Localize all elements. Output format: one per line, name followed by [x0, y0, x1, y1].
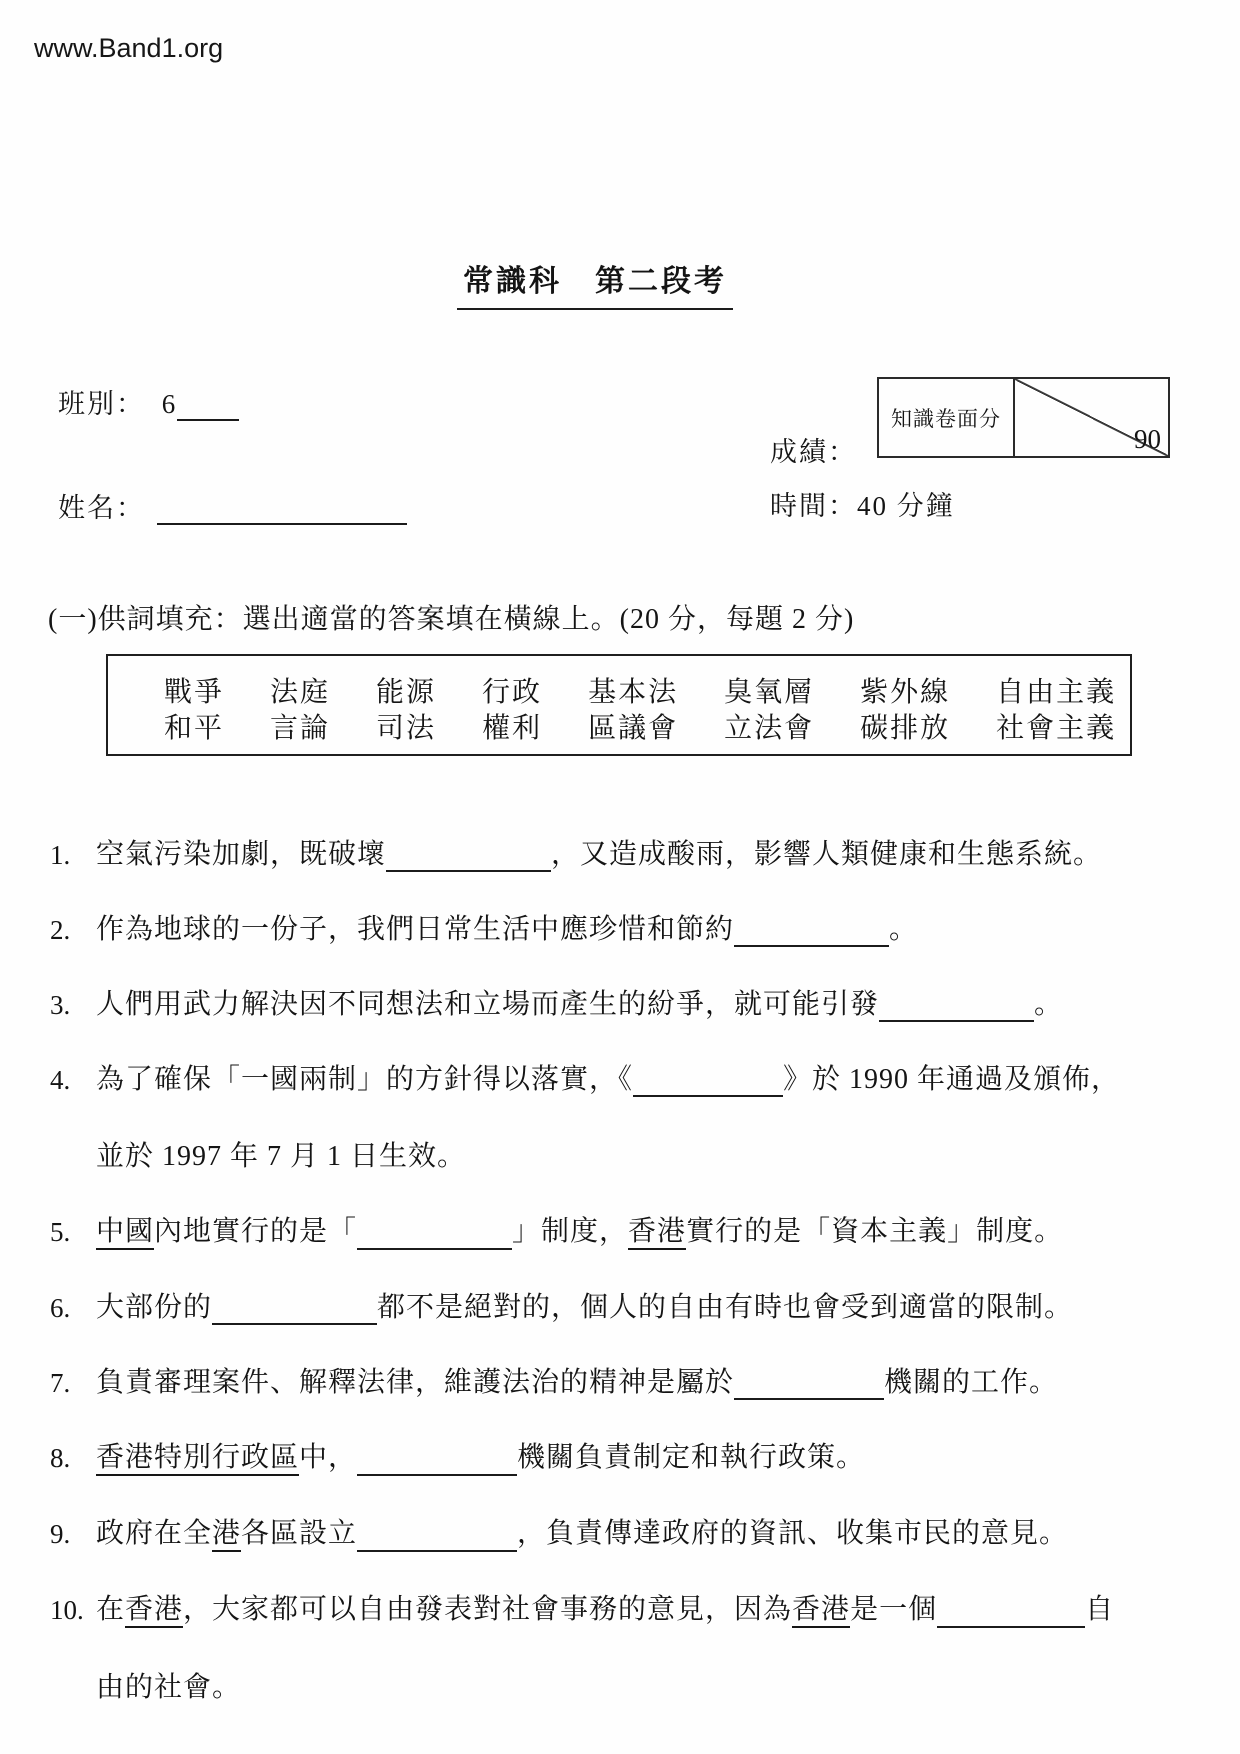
underlined-term: 香港	[125, 1594, 183, 1628]
question-body	[96, 1291, 1210, 1325]
word-bank-word: 法庭	[270, 677, 331, 708]
question-text: 空氣污染加劇，既破壞	[96, 839, 387, 870]
question-body	[96, 838, 1210, 872]
question-item	[50, 1593, 1210, 1705]
answer-blank	[357, 1520, 517, 1552]
question-text: 」制度，	[512, 1216, 629, 1247]
score-box-total-cell	[1015, 379, 1168, 456]
question-text: 在	[96, 1594, 126, 1625]
question-line2	[96, 1671, 1210, 1705]
question-text: 各區設立	[241, 1518, 358, 1549]
question-text: 。	[889, 914, 919, 945]
question-number: 6.	[50, 1293, 71, 1323]
answer-blank	[734, 1368, 884, 1400]
class-blank	[177, 389, 239, 421]
word-bank-word: 區議會	[588, 713, 679, 744]
underlined-term: 香港	[792, 1594, 850, 1628]
underlined-term: 香港	[628, 1216, 686, 1250]
time-label: 時間：40 分鐘	[770, 491, 955, 521]
question-text: 為了確保「一國兩制」的方針得以落實，《	[96, 1064, 634, 1095]
question-number: 2.	[50, 915, 71, 945]
score-box	[877, 377, 1170, 458]
watermark: www.Band1.org	[34, 33, 224, 63]
name-row	[58, 486, 407, 525]
question-item	[50, 838, 1210, 872]
question-text: ，大家都可以自由發表對社會事務的意見，因為	[183, 1594, 793, 1625]
question-body	[96, 1063, 1210, 1174]
page-title: 常識科 第二段考	[457, 256, 733, 310]
question-number: 3.	[50, 990, 71, 1020]
question-item	[50, 913, 1210, 947]
question-number: 9.	[50, 1519, 71, 1549]
question-text: 都不是絕對的，個人的自由有時也會受到適當的限制。	[377, 1292, 1074, 1323]
word-bank-word: 自由主義	[996, 677, 1117, 708]
question-number: 10.	[50, 1595, 84, 1625]
question-number: 8.	[50, 1443, 71, 1473]
question-body	[96, 1215, 1210, 1250]
question-text: ，又造成酸雨，影響人類健康和生態系統。	[551, 839, 1103, 870]
question-text: 作為地球的一份子，我們日常生活中應珍惜和節約	[96, 914, 735, 945]
class-row	[58, 382, 239, 421]
underlined-term: 中國	[96, 1216, 154, 1250]
word-bank-word: 戰爭	[164, 677, 225, 708]
question-number: 5.	[50, 1217, 71, 1247]
question-text: 人們用武力解決因不同想法和立場而產生的紛爭，就可能引發	[96, 989, 880, 1020]
question-text: 實行的是「資本主義」制度。	[686, 1216, 1064, 1247]
question-text: 。	[1034, 989, 1064, 1020]
word-bank-word: 基本法	[588, 677, 679, 708]
question-text: 內地實行的是「	[154, 1216, 358, 1247]
question-number: 7.	[50, 1368, 71, 1398]
class-value: 6	[161, 389, 178, 419]
question-body	[96, 1366, 1210, 1400]
word-bank-word: 權利	[482, 713, 543, 744]
answer-blank	[386, 840, 551, 872]
question-text: 》於 1990 年通過及頒佈，	[783, 1064, 1121, 1095]
question-body	[96, 1441, 1210, 1476]
question-number: 1.	[50, 840, 71, 870]
question-item	[50, 1517, 1210, 1552]
question-body	[96, 988, 1210, 1022]
question-body	[96, 913, 1210, 947]
underlined-term: 香港特別行政區	[96, 1442, 299, 1476]
question-item	[50, 1441, 1210, 1476]
question-item	[50, 1063, 1210, 1174]
answer-blank	[879, 990, 1034, 1022]
question-text: 中，	[299, 1442, 358, 1473]
word-bank-row	[164, 711, 1130, 747]
question-body	[96, 1517, 1210, 1552]
score-box-total: 90	[1134, 424, 1161, 454]
question-text: ，負責傳達政府的資訊、收集市民的意見。	[517, 1518, 1069, 1549]
question-body	[96, 1593, 1210, 1705]
word-bank-word: 能源	[376, 677, 437, 708]
word-bank-word: 臭氧層	[724, 677, 815, 708]
question-text: 自	[1085, 1594, 1115, 1625]
question-text: 是一個	[850, 1594, 938, 1625]
question-text: 機關負責制定和執行政策。	[517, 1442, 866, 1473]
class-label: 班別：	[58, 389, 145, 419]
question-item	[50, 988, 1210, 1022]
answer-blank	[633, 1065, 783, 1097]
answer-blank	[937, 1596, 1085, 1628]
question-item	[50, 1215, 1210, 1250]
question-line2	[96, 1140, 1210, 1174]
word-bank-word: 行政	[482, 677, 543, 708]
underlined-term: 港	[212, 1518, 241, 1552]
word-bank	[106, 654, 1132, 756]
answer-blank	[357, 1218, 512, 1250]
word-bank-row	[164, 675, 1130, 711]
question-text: 政府在全	[96, 1518, 213, 1549]
question-text: 負責審理案件、解釋法律，維護法治的精神是屬於	[96, 1367, 735, 1398]
question-text: 由的社會。	[96, 1672, 242, 1703]
word-bank-word: 和平	[164, 713, 225, 744]
word-bank-word: 立法會	[724, 713, 815, 744]
question-number: 4.	[50, 1065, 71, 1095]
section-instruction: (一)供詞填充：選出適當的答案填在橫線上。(20 分，每題 2 分)	[48, 604, 855, 635]
question-item	[50, 1291, 1210, 1325]
answer-blank	[357, 1444, 517, 1476]
word-bank-word: 言論	[270, 713, 331, 744]
question-text: 機關的工作。	[884, 1367, 1059, 1398]
question-item	[50, 1366, 1210, 1400]
questions	[50, 838, 1210, 1746]
name-label: 姓名：	[58, 493, 145, 523]
score-box-label: 知識卷面分	[879, 379, 1015, 456]
answer-blank	[212, 1293, 377, 1325]
word-bank-word: 紫外線	[860, 677, 951, 708]
word-bank-word: 社會主義	[996, 713, 1117, 744]
word-bank-word: 碳排放	[860, 713, 951, 744]
name-blank	[157, 493, 407, 525]
question-text: 大部份的	[96, 1292, 213, 1323]
word-bank-word: 司法	[376, 713, 437, 744]
title-wrap	[0, 256, 1190, 310]
answer-blank	[734, 915, 889, 947]
score-label: 成績：	[770, 437, 857, 467]
question-text: 並於 1997 年 7 月 1 日生效。	[96, 1141, 467, 1172]
